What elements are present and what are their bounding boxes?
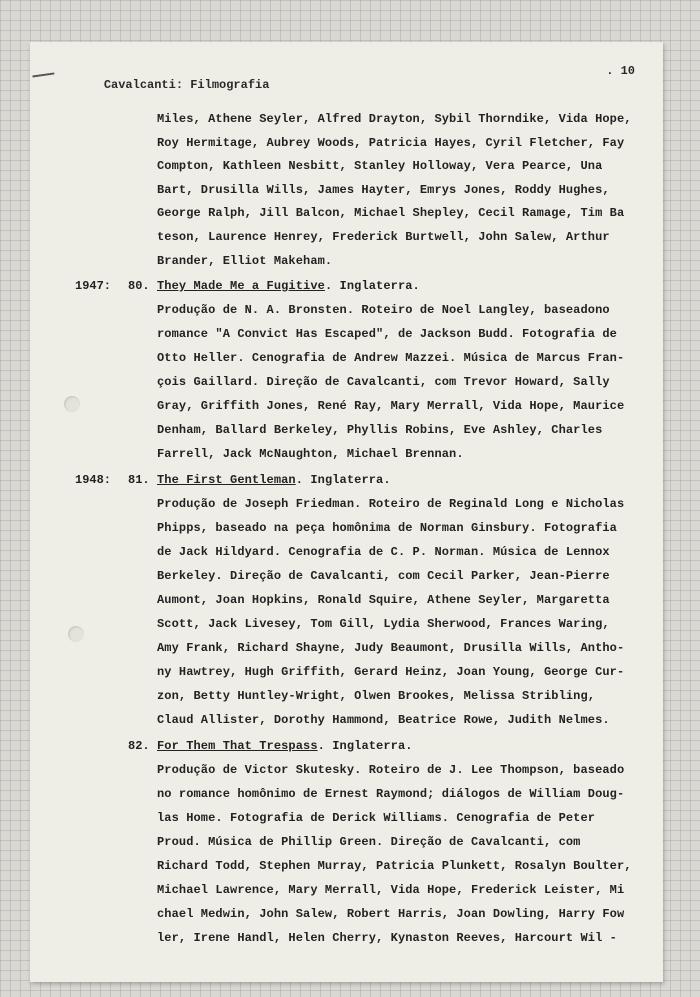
entry-heading bbox=[157, 473, 391, 487]
text-line: ler, Irene Handl, Helen Cherry, Kynaston Reeves, Harcourt Wil - bbox=[157, 931, 617, 945]
text-line: Michael Lawrence, Mary Merrall, Vida Hope, Frederick Leister, Mi bbox=[157, 883, 625, 897]
text-line: Scott, Jack Livesey, Tom Gill, Lydia Sherwood, Frances Waring, bbox=[157, 617, 610, 631]
film-country: . Inglaterra. bbox=[317, 739, 413, 753]
punch-hole bbox=[64, 396, 80, 412]
text-line: Otto Heller. Cenografia de Andrew Mazzei. Música de Marcus Fran- bbox=[157, 351, 625, 365]
entry-number: 82. bbox=[128, 739, 150, 753]
entry-year: 1948: bbox=[75, 473, 112, 487]
text-line: Proud. Música de Phillip Green. Direção de Cavalcanti, com bbox=[157, 835, 581, 849]
page-title: Cavalcanti: Filmografia bbox=[103, 78, 270, 92]
film-title: The First Gentleman bbox=[157, 473, 296, 487]
punch-hole bbox=[68, 626, 84, 642]
film-title: For Them That Trespass bbox=[157, 739, 318, 753]
text-line: Miles, Athene Seyler, Alfred Drayton, Sybil Thorndike, Vida Hope, bbox=[157, 112, 632, 126]
text-line: Claud Allister, Dorothy Hammond, Beatrice Rowe, Judith Nelmes. bbox=[157, 713, 610, 727]
text-line: Farrell, Jack McNaughton, Michael Brennan. bbox=[157, 447, 464, 461]
text-line: Roy Hermitage, Aubrey Woods, Patricia Hayes, Cyril Fletcher, Fay bbox=[157, 136, 625, 150]
text-line: Berkeley. Direção de Cavalcanti, com Cecil Parker, Jean-Pierre bbox=[157, 569, 610, 583]
entry-heading bbox=[157, 279, 420, 293]
text-line: ny Hawtrey, Hugh Griffith, Gerard Heinz, Joan Young, George Cur- bbox=[157, 665, 625, 679]
entry-number: 80. bbox=[128, 279, 150, 293]
entry-number: 81. bbox=[128, 473, 150, 487]
text-line: no romance homônimo de Ernest Raymond; diálogos de William Doug- bbox=[157, 787, 625, 801]
text-line: çois Gaillard. Direção de Cavalcanti, com Trevor Howard, Sally bbox=[157, 375, 610, 389]
text-line: Gray, Griffith Jones, René Ray, Mary Merrall, Vida Hope, Maurice bbox=[157, 399, 625, 413]
text-line: Bart, Drusilla Wills, James Hayter, Emrys Jones, Roddy Hughes, bbox=[157, 183, 610, 197]
entry-heading bbox=[157, 739, 413, 753]
text-line: Compton, Kathleen Nesbitt, Stanley Holloway, Vera Pearce, Una bbox=[157, 159, 603, 173]
text-line: romance "A Convict Has Escaped", de Jackson Budd. Fotografia de bbox=[157, 327, 617, 341]
text-line: chael Medwin, John Salew, Robert Harris, Joan Dowling, Harry Fow bbox=[157, 907, 625, 921]
text-line: Produção de Victor Skutesky. Roteiro de J. Lee Thompson, baseado bbox=[157, 763, 625, 777]
text-line: George Ralph, Jill Balcon, Michael Shepley, Cecil Ramage, Tim Ba bbox=[157, 206, 625, 220]
text-line: Amy Frank, Richard Shayne, Judy Beaumont, Drusilla Wills, Antho- bbox=[157, 641, 625, 655]
text-line: Aumont, Joan Hopkins, Ronald Squire, Athene Seyler, Margaretta bbox=[157, 593, 610, 607]
page-number: . 10 bbox=[606, 64, 635, 78]
text-line: las Home. Fotografia de Derick Williams. Cenografia de Peter bbox=[157, 811, 596, 825]
text-line: Richard Todd, Stephen Murray, Patricia Plunkett, Rosalyn Boulter, bbox=[157, 859, 632, 873]
entry-year: 1947: bbox=[75, 279, 112, 293]
film-country: . Inglaterra. bbox=[295, 473, 391, 487]
text-line: zon, Betty Huntley-Wright, Olwen Brookes, Melissa Stribling, bbox=[157, 689, 596, 703]
pencil-mark bbox=[32, 67, 55, 78]
text-line: Phipps, baseado na peça homônima de Norman Ginsbury. Fotografia bbox=[157, 521, 617, 535]
text-line: de Jack Hildyard. Cenografia de C. P. Norman. Música de Lennox bbox=[157, 545, 610, 559]
text-line: Produção de Joseph Friedman. Roteiro de Reginald Long e Nicholas bbox=[157, 497, 625, 511]
text-line: teson, Laurence Henrey, Frederick Burtwell, John Salew, Arthur bbox=[157, 230, 610, 244]
film-title: They Made Me a Fugitive bbox=[157, 279, 325, 293]
film-country: . Inglaterra. bbox=[324, 279, 420, 293]
text-line: Produção de N. A. Bronsten. Roteiro de Noel Langley, baseadono bbox=[157, 303, 610, 317]
text-line: Brander, Elliot Makeham. bbox=[157, 254, 333, 268]
text-line: Denham, Ballard Berkeley, Phyllis Robins, Eve Ashley, Charles bbox=[157, 423, 603, 437]
typewritten-page bbox=[30, 42, 663, 982]
